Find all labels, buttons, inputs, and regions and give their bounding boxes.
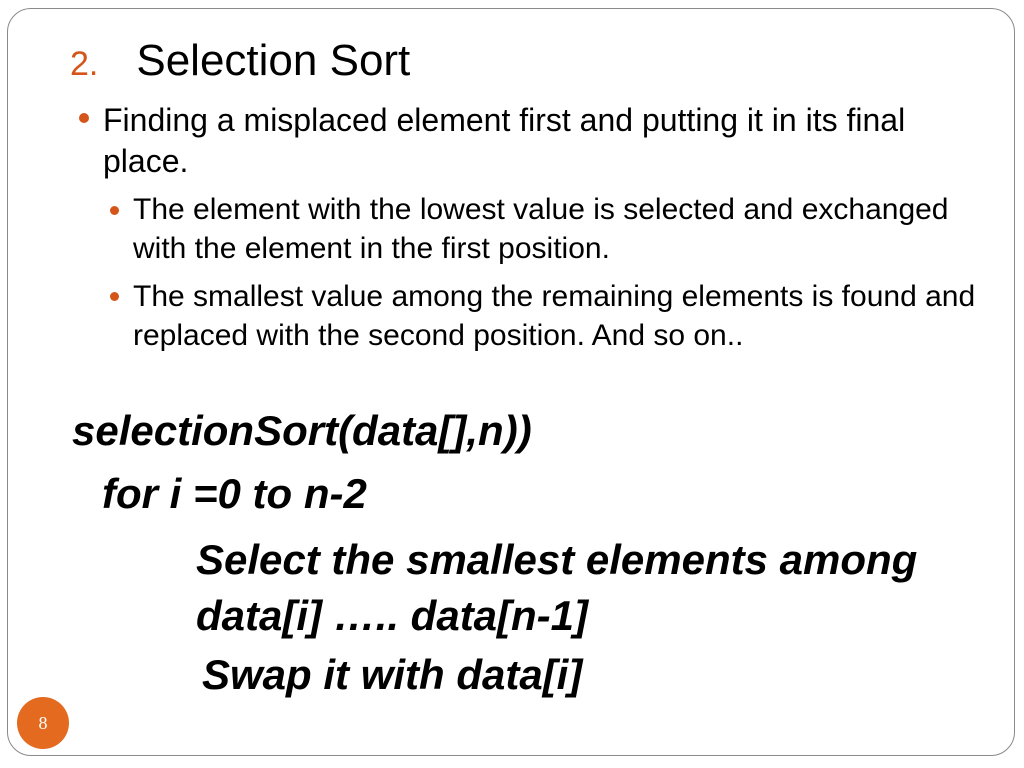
code-line-function-signature: selectionSort(data[],n))	[72, 407, 532, 454]
slide-title	[70, 36, 410, 86]
page-number-badge: 8	[17, 697, 69, 749]
title-number: 2.	[70, 45, 99, 83]
code-line-swap: Swap it with data[i]	[202, 651, 583, 698]
title-text: Selection Sort	[136, 36, 411, 85]
sub-bullet-1: The element with the lowest value is selected and exchanged with the element in the first position.	[133, 193, 949, 265]
bullet-dot-icon	[110, 206, 119, 215]
bullet-dot-icon	[110, 292, 119, 301]
code-line-for-loop: for i =0 to n-2	[102, 470, 367, 517]
code-line-select-smallest: Select the smallest elements among data[i] ….. data[n-1]	[196, 536, 918, 639]
sub-bullet-2: The smallest value among the remaining elements is found and replaced with the second position. And so on..	[133, 280, 976, 352]
main-bullet: Finding a misplaced element first and putting it in its final place.	[103, 102, 906, 179]
bullet-dot-icon	[79, 113, 89, 123]
